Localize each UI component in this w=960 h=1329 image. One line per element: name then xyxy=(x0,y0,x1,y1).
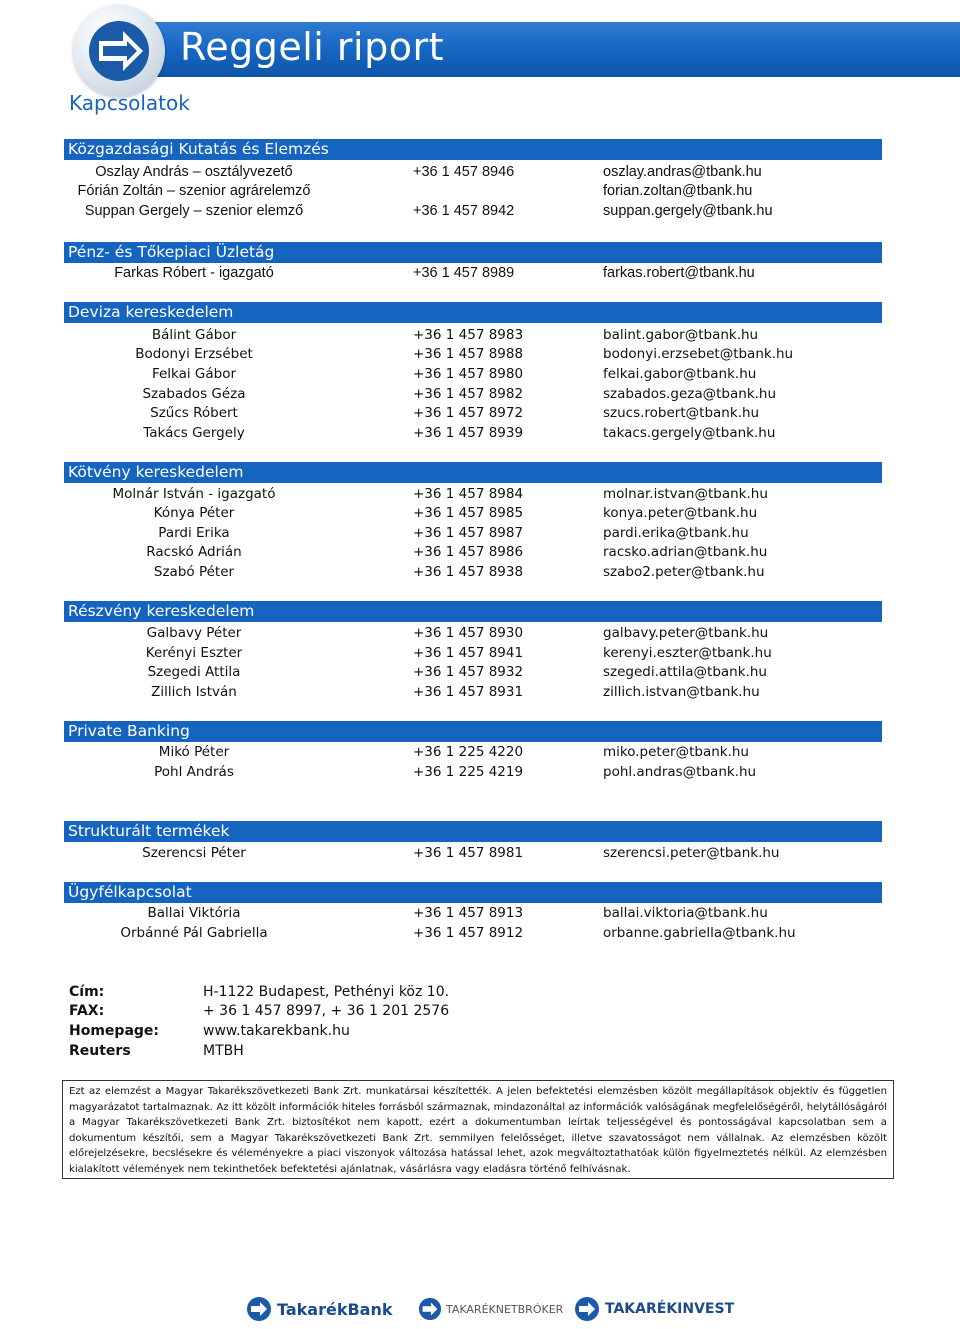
contact-name: Pardi Erika xyxy=(158,525,230,541)
section-private-title: Private Banking xyxy=(64,721,882,742)
contact-row xyxy=(0,201,960,221)
contact-row xyxy=(0,423,960,443)
contact-name: Galbavy Péter xyxy=(146,625,242,641)
contact-phone: +36 1 457 8989 xyxy=(413,265,515,281)
contact-phone: +36 1 457 8941 xyxy=(413,645,524,661)
contact-name: Kónya Péter xyxy=(153,505,235,521)
contact-name: Zillich István xyxy=(151,684,237,700)
contact-email[interactable]: szucs.robert@tbank.hu xyxy=(603,405,760,421)
contact-name: Szegedi Attila xyxy=(147,664,241,680)
contact-email[interactable]: farkas.robert@tbank.hu xyxy=(603,265,755,281)
contact-row xyxy=(0,762,960,782)
contact-row xyxy=(0,503,960,523)
contact-email[interactable]: kerenyi.eszter@tbank.hu xyxy=(603,645,772,661)
section-client-title: Ügyfélkapcsolat xyxy=(64,882,882,903)
page-heading: Kapcsolatok xyxy=(69,91,190,115)
netbroker-logo-icon xyxy=(418,1297,442,1321)
contact-email[interactable]: takacs.gergely@tbank.hu xyxy=(603,425,776,441)
contact-email[interactable]: orbanne.gabriella@tbank.hu xyxy=(603,925,796,941)
contact-name: Mikó Péter xyxy=(158,744,230,760)
contact-phone: +36 1 457 8972 xyxy=(413,405,524,421)
contact-email[interactable]: miko.peter@tbank.hu xyxy=(603,744,749,760)
contact-row xyxy=(0,903,960,923)
contact-name: Suppan Gergely – szenior elemző xyxy=(84,203,304,219)
contact-phone: +36 1 225 4220 xyxy=(413,744,524,760)
contact-phone: +36 1 225 4219 xyxy=(413,764,524,780)
contact-name: Szűcs Róbert xyxy=(150,405,238,421)
contact-name: Takács Gergely xyxy=(143,425,245,441)
contact-email[interactable]: szabados.geza@tbank.hu xyxy=(603,386,777,402)
contact-phone: +36 1 457 8942 xyxy=(413,203,515,219)
contact-email[interactable]: felkai.gabor@tbank.hu xyxy=(603,366,757,382)
contact-row xyxy=(0,364,960,384)
contact-email[interactable]: molnar.istvan@tbank.hu xyxy=(603,486,768,502)
takarekbank-logo-icon xyxy=(246,1296,272,1322)
contact-email[interactable]: oszlay.andras@tbank.hu xyxy=(603,164,762,180)
contact-email[interactable]: forian.zoltan@tbank.hu xyxy=(603,183,753,199)
contact-name: Bálint Gábor xyxy=(151,327,237,343)
fax-label: FAX: xyxy=(69,1003,105,1019)
footer-logo-text: TakarékBank xyxy=(277,1299,393,1319)
contact-phone: +36 1 457 8930 xyxy=(413,625,524,641)
contact-name: Bodonyi Erzsébet xyxy=(135,346,253,362)
contact-row xyxy=(0,344,960,364)
footer-logo-text: TAKARÉKINVEST xyxy=(605,1301,735,1317)
contact-phone: +36 1 457 8913 xyxy=(413,905,524,921)
footer-logo-netbroker xyxy=(418,1294,563,1324)
contact-email[interactable]: balint.gabor@tbank.hu xyxy=(603,327,759,343)
section-capital-title: Pénz- és Tőkepiaci Üzletág xyxy=(64,242,882,263)
contact-row xyxy=(0,263,960,283)
address-value: H-1122 Budapest, Pethényi köz 10. xyxy=(203,984,450,1000)
footer-logo-text: TAKARÉKNETBRÓKER xyxy=(446,1302,564,1316)
contact-name: Szabados Géza xyxy=(142,386,246,402)
contact-name: Fórián Zoltán – szenior agrárelemző xyxy=(77,183,311,199)
contact-email[interactable]: konya.peter@tbank.hu xyxy=(603,505,758,521)
contact-email[interactable]: szabo2.peter@tbank.hu xyxy=(603,564,765,580)
contact-email[interactable]: pardi.erika@tbank.hu xyxy=(603,525,749,541)
contact-email[interactable]: ballai.viktoria@tbank.hu xyxy=(603,905,768,921)
contact-name: Szabó Péter xyxy=(153,564,235,580)
contact-name: Farkas Róbert - igazgató xyxy=(114,265,274,281)
contact-name: Felkai Gábor xyxy=(151,366,237,382)
contact-phone: +36 1 457 8988 xyxy=(413,346,524,362)
contact-row xyxy=(0,325,960,345)
contact-phone: +36 1 457 8981 xyxy=(413,845,524,861)
contact-row xyxy=(0,923,960,943)
contact-email[interactable]: racsko.adrian@tbank.hu xyxy=(603,544,768,560)
section-research-title: Közgazdasági Kutatás és Elemzés xyxy=(64,139,882,160)
invest-logo-icon xyxy=(574,1296,600,1322)
contact-email[interactable]: pohl.andras@tbank.hu xyxy=(603,764,757,780)
contact-row xyxy=(0,384,960,404)
contact-name: Ballai Viktória xyxy=(147,905,241,921)
contact-row xyxy=(0,682,960,702)
contact-row xyxy=(0,843,960,863)
contact-phone: +36 1 457 8984 xyxy=(413,486,524,502)
contact-row xyxy=(0,643,960,663)
contact-email[interactable]: suppan.gergely@tbank.hu xyxy=(603,203,773,219)
contact-row xyxy=(0,403,960,423)
contact-email[interactable]: szegedi.attila@tbank.hu xyxy=(603,664,767,680)
contact-phone: +36 1 457 8938 xyxy=(413,564,524,580)
contact-row xyxy=(0,181,960,201)
contact-row xyxy=(0,662,960,682)
section-structured-title: Strukturált termékek xyxy=(64,821,882,842)
report-title: Reggeli riport xyxy=(180,25,444,69)
contact-phone: +36 1 457 8987 xyxy=(413,525,524,541)
contact-email[interactable]: szerencsi.peter@tbank.hu xyxy=(603,845,780,861)
contact-phone: +36 1 457 8932 xyxy=(413,664,524,680)
contact-row xyxy=(0,742,960,762)
section-fx-title: Deviza kereskedelem xyxy=(64,302,882,323)
contact-phone: +36 1 457 8982 xyxy=(413,386,524,402)
contact-phone: +36 1 457 8983 xyxy=(413,327,524,343)
contact-phone: +36 1 457 8939 xyxy=(413,425,524,441)
footer-logo-invest xyxy=(574,1294,734,1324)
contact-name: Racskó Adrián xyxy=(146,544,242,560)
contact-row xyxy=(0,542,960,562)
contact-name: Oszlay András – osztályvezető xyxy=(95,164,293,180)
contact-phone: +36 1 457 8931 xyxy=(413,684,524,700)
contact-phone: +36 1 457 8985 xyxy=(413,505,524,521)
reuters-label: Reuters xyxy=(69,1043,131,1059)
disclaimer: Ezt az elemzést a Magyar Takarékszövetkezeti Bank Zrt. munkatársai készítették. A jelen befektetési elemzésben közölt megállapítások objektív és független magyarázatot tartalmaznak. Az itt közölt információk hiteles forrásból származnak, mindazonáltal az információk valóságának megfelelőségéről, helytállóságáról a Magyar Takarékszövetkezeti Bank Zrt. biztosítékot nem kapott, ezért a dokumentumban leírtak teljességével és pontosságával kapcsolatban sem a dokumentum készítői, sem a Magyar Takarékszövetkezeti Bank Zrt. semmilyen felelősséget, illetve szavatosságot nem vállalnak. Az elemzésben közölt előrejelzésekre, becslésekre és véleményekre a piaci viszonyok változása hatással lehet, azok megváltoztathatóak külön figyelmeztetés nélkül. Az elemzésben kialakított vélemények nem tekinthetőek befektetési ajánlatnak, vásárlásra vagy eladásra történő felhívásnak. xyxy=(62,1080,894,1179)
contact-email[interactable]: zillich.istvan@tbank.hu xyxy=(603,684,760,700)
contact-name: Szerencsi Péter xyxy=(142,845,246,861)
homepage-label: Homepage: xyxy=(69,1023,160,1039)
reuters-value: MTBH xyxy=(203,1043,244,1059)
contact-name: Molnár István - igazgató xyxy=(112,486,276,502)
address-label: Cím: xyxy=(69,984,105,1000)
contact-row xyxy=(0,562,960,582)
contact-phone: +36 1 457 8912 xyxy=(413,925,524,941)
contact-row xyxy=(0,623,960,643)
contact-phone: +36 1 457 8980 xyxy=(413,366,524,382)
section-equity-title: Részvény kereskedelem xyxy=(64,601,882,622)
section-bonds-title: Kötvény kereskedelem xyxy=(64,462,882,483)
homepage-link[interactable]: www.takarekbank.hu xyxy=(203,1023,350,1039)
footer-logo-takarekbank xyxy=(246,1294,393,1324)
contact-name: Kerényi Eszter xyxy=(145,645,243,661)
contact-row xyxy=(0,162,960,182)
contact-row xyxy=(0,523,960,543)
contact-row xyxy=(0,484,960,504)
logo-arrow-icon xyxy=(73,5,165,97)
contact-email[interactable]: galbavy.peter@tbank.hu xyxy=(603,625,769,641)
contact-name: Pohl András xyxy=(154,764,234,780)
contact-name: Orbánné Pál Gabriella xyxy=(120,925,268,941)
contact-phone: +36 1 457 8946 xyxy=(413,164,515,180)
fax-value: + 36 1 457 8997, + 36 1 201 2576 xyxy=(203,1003,450,1019)
contact-email[interactable]: bodonyi.erzsebet@tbank.hu xyxy=(603,346,794,362)
contact-phone: +36 1 457 8986 xyxy=(413,544,524,560)
